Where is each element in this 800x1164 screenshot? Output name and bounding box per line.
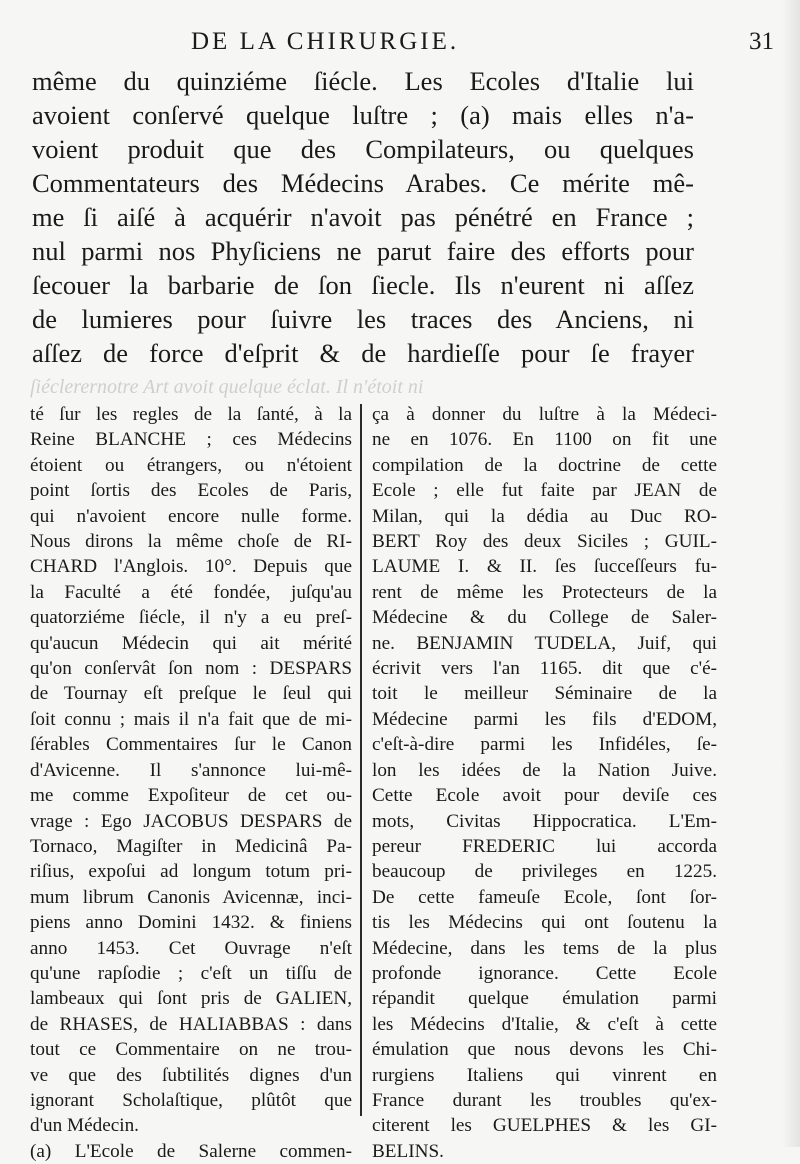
footnote-line: Nous dirons la même choſe de RI-	[30, 531, 352, 553]
footnote-line: Milan, qui la dédia au Duc RO-	[372, 505, 717, 527]
footnote-line: qu'on conſervât ſon nom : DESPARS	[30, 658, 352, 680]
footnote-line: té ſur les regles de la ſanté, à la	[30, 404, 352, 425]
footnote-line: me comme Expoſiteur de cet ou-	[30, 785, 352, 807]
footnote-line: de Tournay eſt preſque le ſeul qui	[30, 683, 352, 705]
footnote-line: citerent les GUELPHES & les GI-	[372, 1115, 717, 1137]
footnote-line: Cette Ecole avoit pour deviſe ces	[372, 785, 717, 807]
footnote-line: Médecine parmi les fils d'EDOM,	[372, 708, 717, 730]
footnote-line: profonde ignorance. Cette Ecole	[372, 962, 717, 984]
footnote-line: BERT Roy des deux Siciles ; GUIL-	[372, 531, 717, 553]
main-text-line: Commentateurs des Médecins Arabes. Ce mérite mê-	[32, 168, 694, 198]
footnote-line: beaucoup de privileges en 1225.	[372, 861, 717, 883]
footnote-line: les Médecins d'Italie, & c'eſt à cette	[372, 1013, 717, 1035]
footnote-line: de RHASES, de HALIABBAS : dans	[30, 1013, 352, 1035]
main-text-line: avoient conſervé quelque luſtre ; (a) mais elles n'a-	[32, 100, 694, 130]
page-number: 31	[749, 28, 774, 55]
footnote-line: (a) L'Ecole de Salerne commen-	[30, 1140, 352, 1162]
footnote-line: répandit quelque émulation parmi	[372, 988, 717, 1010]
footnote-line: écrivit vers l'an 1165. dit que c'é-	[372, 658, 717, 680]
main-text-line: de lumieres pour ſuivre les traces des Anciens, ni	[32, 304, 694, 334]
footnote-line: mots, Civitas Hippocratica. L'Em-	[372, 810, 717, 832]
footnote-line: rurgiens Italiens qui vinrent en	[372, 1064, 717, 1086]
footnote-line: quatorziéme ſiécle, il n'y a eu preſ-	[30, 607, 352, 629]
footnote-line: piens anno Domini 1432. & finiens	[30, 912, 352, 934]
main-text-line: même du quinziéme ſiécle. Les Ecoles d'Italie lui	[32, 66, 694, 96]
main-text-line: me ſi aiſé à acquérir n'avoit pas pénétré en France ;	[32, 202, 694, 232]
footnote-line: ne en 1076. En 1100 on fit une	[372, 429, 717, 451]
footnote-line: mum librum Canonis Avicennæ, inci-	[30, 886, 352, 908]
page-edge-shadow	[782, 0, 800, 1147]
footnote-line: point ſortis des Ecoles de Paris,	[30, 480, 352, 502]
column-divider	[360, 404, 362, 1116]
footnote-line: qui n'avoient encore nulle forme.	[30, 505, 352, 527]
main-text-line: aſſez de force d'eſprit & de hardieſſe pour ſe frayer	[32, 338, 694, 368]
footnote-line: vrage : Ego JACOBUS DESPARS de	[30, 810, 352, 832]
footnote-line: tout ce Commentaire on ne trou-	[30, 1039, 352, 1061]
footnote-line: la Faculté a été fondée, juſqu'au	[30, 581, 352, 603]
footnote-line: LAUME I. & II. ſes ſucceſſeurs fu-	[372, 556, 717, 578]
footnote-line: qu'aucun Médecin qui ait mérité	[30, 632, 352, 654]
footnote-line: lambeaux qui ſont pris de GALIEN,	[30, 988, 352, 1010]
footnote-column-right	[372, 402, 717, 1164]
main-text-line: nul parmi nos Phyſiciens ne parut faire des efforts pour	[32, 236, 694, 266]
footnote-line: riſius, expoſui ad longum totum pri-	[30, 861, 352, 883]
footnote-line: Reine BLANCHE ; ces Médecins	[30, 429, 352, 451]
footnote-line: d'un Médecin.	[30, 1115, 139, 1137]
footnote-line: France durant les troubles qu'ex-	[372, 1089, 717, 1111]
footnote-line: tis les Médecins qui ont ſoutenu la	[372, 912, 717, 934]
footnote-line: Tornaco, Magiſter in Medicinâ Pa-	[30, 835, 352, 857]
footnote-line: anno 1453. Cet Ouvrage n'eſt	[30, 937, 352, 959]
footnote-line: BELINS.	[372, 1140, 444, 1162]
main-text-block	[32, 64, 694, 370]
footnote-line: qu'une rapſodie ; c'eſt un tiſſu de	[30, 962, 352, 984]
footnote-line: ve que des ſubtilités dignes d'un	[30, 1064, 352, 1086]
footnote-line: ne. BENJAMIN TUDELA, Juif, qui	[372, 632, 717, 654]
footnote-line: lon les idées de la Nation Juive.	[372, 759, 717, 781]
footnote-line: CHARD l'Anglois. 10°. Depuis que	[30, 556, 352, 578]
show-through-text: ſiéclerernotre Art avoit quelque éclat. Il n'étoit ni	[30, 376, 424, 398]
footnote-line: ſérables Commentaires ſur le Canon	[30, 734, 352, 756]
main-text-line: ſecouer la barbarie de ſon ſiecle. Ils n'eurent ni aſſez	[32, 270, 694, 300]
footnote-line: c'eſt-à-dire parmi les Infidéles, ſe-	[372, 734, 717, 756]
footnotes-section	[30, 402, 770, 1162]
running-title: DE LA CHIRURGIE.	[191, 28, 460, 55]
footnote-line: ça à donner du luſtre à la Médeci-	[372, 404, 717, 425]
footnote-line: d'Avicenne. Il s'annonce lui-mê-	[30, 759, 352, 781]
footnote-line: étoient ou étrangers, ou n'étoient	[30, 454, 352, 476]
footnote-line: émulation que nous devons les Chi-	[372, 1039, 717, 1061]
footnote-column-left	[30, 402, 352, 1164]
footnote-line: Médecine, dans les tems de la plus	[372, 937, 717, 959]
footnote-line: Médecine & du College de Saler-	[372, 607, 717, 629]
footnote-line: De cette fameuſe Ecole, ſont ſor-	[372, 886, 717, 908]
main-text-line: voient produit que des Compilateurs, ou quelques	[32, 134, 694, 164]
page-header	[36, 28, 776, 60]
footnote-line: compilation de la doctrine de cette	[372, 454, 717, 476]
footnote-line: pereur FREDERIC lui accorda	[372, 835, 717, 857]
footnote-line: rent de même les Protecteurs de la	[372, 581, 717, 603]
footnote-line: ſoit connu ; mais il n'a fait que de mi-	[30, 708, 352, 730]
footnote-line: ignorant Scholaſtique, plûtôt que	[30, 1089, 352, 1111]
footnote-line: toit le meilleur Séminaire de la	[372, 683, 717, 705]
footnote-line: Ecole ; elle fut faite par JEAN de	[372, 480, 717, 502]
